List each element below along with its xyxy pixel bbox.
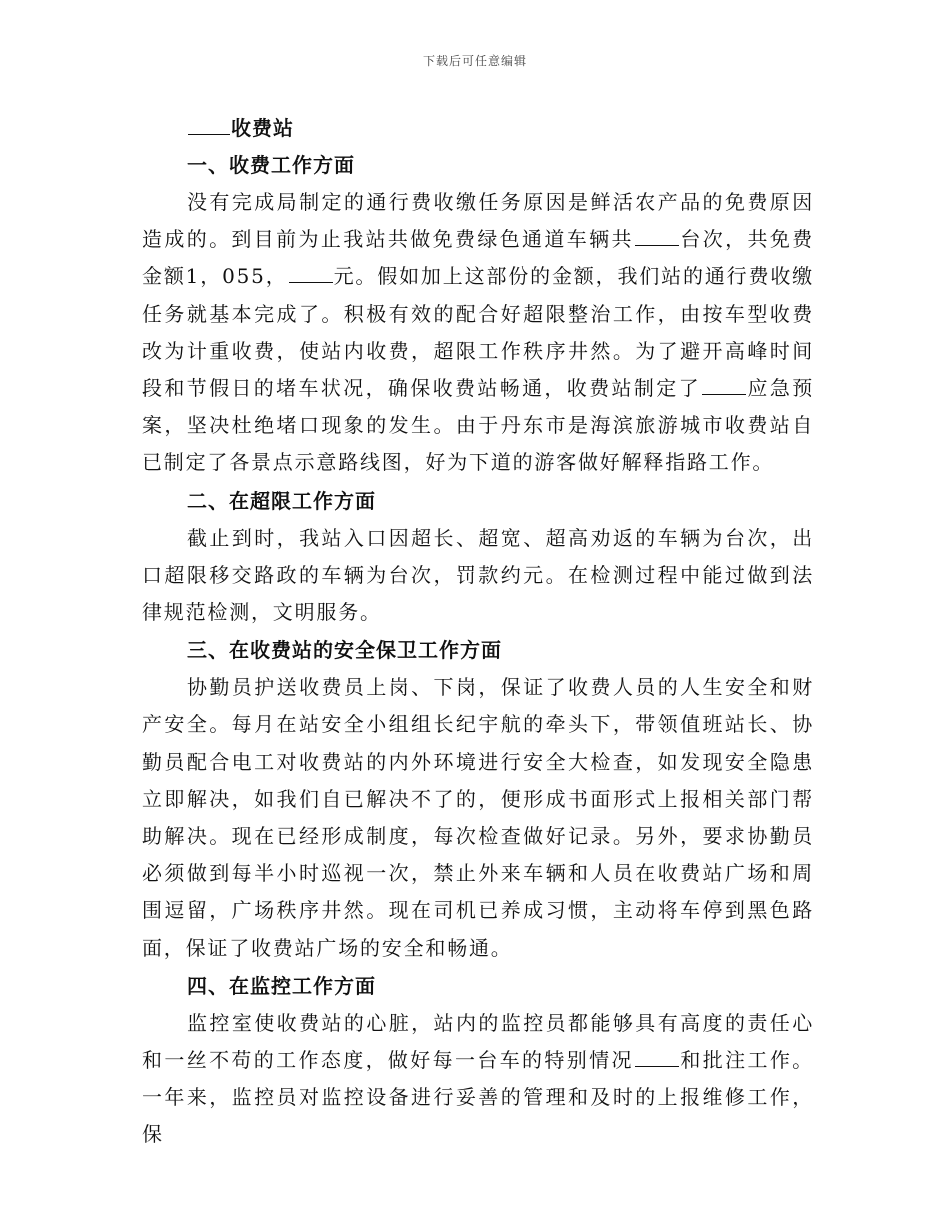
document-title-text: 收费站 — [231, 116, 294, 140]
section-heading-4: 四、在监控工作方面 — [187, 973, 376, 998]
section-paragraph-1 — [142, 184, 814, 482]
paragraph-text: 没有完成局制定的通行费收缴任务原因是鲜活农产品的免费原因造成的。到目前为止我站共做免费绿色通道车辆共 — [142, 190, 814, 252]
page-header-note: 下载后可任意编辑 — [422, 54, 527, 68]
paragraph-text: 监控室使收费站的心脏，站内的监控员都能够具有高度的责任心和一丝不苟的工作态度，做好每一台车的特别情况 — [142, 1010, 814, 1073]
document-body — [142, 110, 814, 1154]
paragraph-text: 元。假如加上这部份的金额，我们站的通行费收缴任务就基本完成了。积极有效的配合好超限整治工作，由按车型收费改为计重收费，使站内收费，超限工作秩序井然。为了避开高峰时间段和节假日的堵车状况，确保收费站畅通，收费站制定了 — [142, 264, 814, 401]
paragraph-text: 应急预案，坚决杜绝堵口现象的发生。由于丹东市是海滨旅游城市收费站自已制定了各景点示意路线图，好为下道的游客做好解释指路工作。 — [142, 376, 815, 475]
section-heading-1: 一、收费工作方面 — [187, 153, 355, 177]
fill-blank — [702, 376, 746, 395]
fill-blank — [635, 1048, 679, 1067]
paragraph-text: 和批注工作。一年来，监控员对监控设备进行妥善的管理和及时的上报维修工作，保 — [142, 1048, 814, 1147]
document-title — [187, 110, 814, 146]
title-blank — [188, 116, 230, 135]
section-paragraph-3: 协勤员护送收费员上岗、下岗，保证了收费人员的人生安全和财产安全。每月在站安全小组组长纪宇航的牵头下，带领值班站长、协勤员配合电工对收费站的内外环境进行安全大检查，如发现安全隐患立即解决，如我们自已解决不了的，便形成书面形式上报相关部门帮助解决。现在已经形成制度，每次检查做好记录。另外，要求协勤员必须做到每半小时巡视一次，禁止外来车辆和人员在收费站广场和周围逗留，广场秩序井然。现在司机已养成习惯，主动将车停到黑色路面，保证了收费站广场的安全和畅通。 — [142, 675, 814, 960]
fill-blank — [635, 227, 679, 246]
section-paragraph-4 — [142, 1005, 814, 1154]
section-heading-3: 三、在收费站的安全保卫工作方面 — [187, 638, 502, 663]
section-heading-2: 二、在超限工作方面 — [187, 488, 376, 513]
fill-blank — [289, 264, 333, 283]
paragraph-text: 台次，共免费金额1，055， — [142, 227, 814, 289]
section-paragraph-2: 截止到时，我站入口因超长、超宽、超高劝返的车辆为台次，出口超限移交路政的车辆为台次，罚款约元。在检测过程中能过做到法律规范检测，文明服务。 — [142, 525, 814, 625]
